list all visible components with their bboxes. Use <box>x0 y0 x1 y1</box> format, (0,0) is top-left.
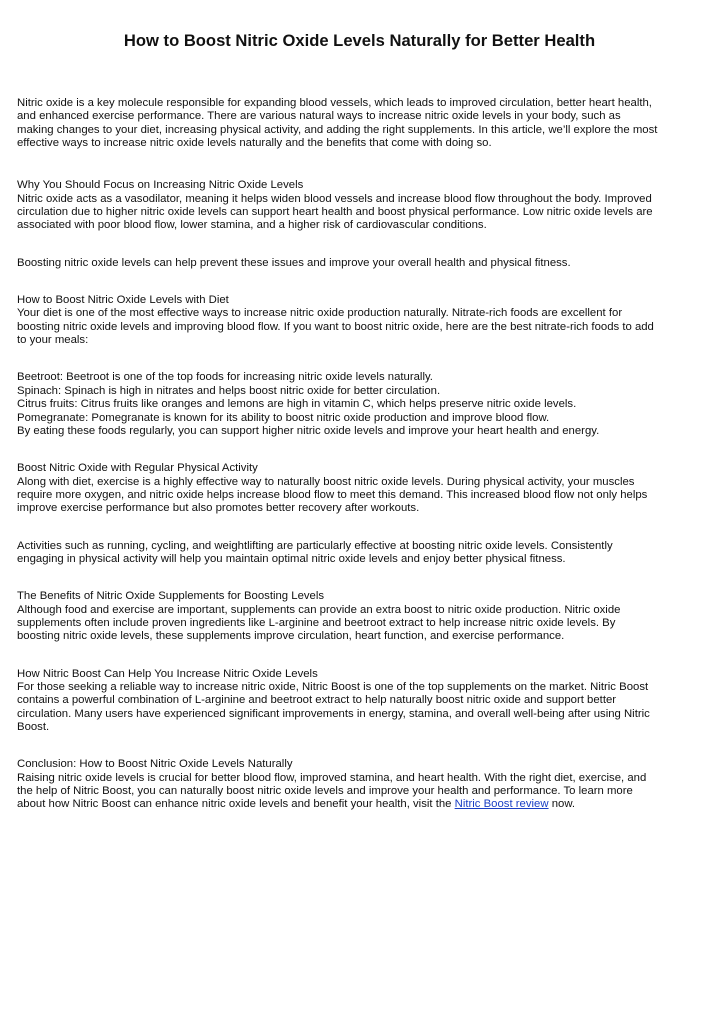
list-item: Pomegranate: Pomegranate is known for its ability to boost nitric oxide production and improve blood flow. <box>17 411 550 424</box>
list-item: By eating these foods regularly, you can support higher nitric oxide levels and improve your heart health and energy. <box>17 424 600 437</box>
text-line: to your meals: <box>17 334 89 347</box>
text-line: associated with poor blood flow, lower stamina, and a higher risk of cardiovascular conditions. <box>17 219 487 232</box>
list-item: Spinach: Spinach is high in nitrates and helps boost nitric oxide for better circulation. <box>17 384 441 397</box>
article-body <box>17 97 717 812</box>
nitric-boost-section <box>17 668 717 735</box>
intro-paragraph <box>17 97 717 150</box>
text-line: the help of Nitric Boost, you can naturally boost nitric oxide levels and improve your health and performance. To learn more <box>17 785 633 798</box>
text-line: Nitric oxide is a key molecule responsible for expanding blood vessels, which leads to improved circulation, better heart health, <box>17 97 652 109</box>
section-heading: How to Boost Nitric Oxide Levels with Diet <box>17 294 229 307</box>
nitric-boost-review-link[interactable]: Nitric Boost review <box>454 798 549 811</box>
list-item: Beetroot: Beetroot is one of the top foods for increasing nitric oxide levels naturally. <box>17 371 433 384</box>
text-line: effective ways to increase nitric oxide levels naturally and the benefits that come with doing so. <box>17 137 492 150</box>
page-title: How to Boost Nitric Oxide Levels Naturally for Better Health <box>123 31 596 50</box>
text-line: Nitric oxide acts as a vasodilator, meaning it helps widen blood vessels and increase blood flow throughout the body. Improved <box>17 192 652 205</box>
text-line: Activities such as running, cycling, and weightlifting are particularly effective at boosting nitric oxide levels. Consistently <box>17 539 613 552</box>
text-line: require more oxygen, and nitric oxide helps increase blood flow to meet this demand. This increased blood flow not only helps <box>17 488 648 501</box>
text-line: improve exercise performance but also promotes better recovery after workouts. <box>17 502 420 515</box>
text-line: boosting nitric oxide levels and improving blood flow. If you want to boost nitric oxide, here are the best nitrate-rich foods to add <box>17 320 654 333</box>
text-line: Along with diet, exercise is a highly effective way to naturally boost nitric oxide levels. During physical activity, your muscles <box>17 475 635 488</box>
text-line: contains a powerful combination of L-arginine and beetroot extract to help naturally boost nitric oxide and support better <box>17 694 617 707</box>
text-line: For those seeking a reliable way to increase nitric oxide, Nitric Boost is one of the top supplements on the market. Nitric Boost <box>17 680 649 693</box>
text-line: and enhanced exercise performance. There are various natural ways to increase nitric oxide levels in your body, such as <box>17 110 621 123</box>
foods-list <box>17 371 717 438</box>
text-line: Boost. <box>17 721 50 733</box>
link-trail-text: now. <box>548 798 576 811</box>
text-line: Your diet is one of the most effective ways to increase nitric oxide production naturally. Nitrate-rich foods are excellent for <box>17 307 623 320</box>
text-line: Raising nitric oxide levels is crucial for better blood flow, improved stamina, and heart health. With the right diet, exercise, and <box>17 771 647 784</box>
text-line: circulation due to higher nitric oxide levels can support heart health and boost physical performance. Low nitric oxide levels are <box>17 206 653 219</box>
exercise-followup-paragraph <box>17 540 717 567</box>
link-lead-text: about how Nitric Boost can enhance nitric oxide levels and benefit your health, visit the <box>17 798 455 811</box>
supplements-section <box>17 590 717 643</box>
why-section <box>17 179 717 232</box>
text-line: boosting nitric oxide levels, these supplements improve circulation, heart function, and exercise performance. <box>17 630 565 643</box>
text-line: Boosting nitric oxide levels can help prevent these issues and improve your overall health and physical fitness. <box>17 256 571 269</box>
text-line: engaging in physical activity will help you maintain optimal nitric oxide levels and enjoy better physical fitness. <box>17 552 566 565</box>
section-heading: The Benefits of Nitric Oxide Supplements for Boosting Levels <box>17 590 325 603</box>
exercise-section <box>17 462 717 515</box>
section-heading: How Nitric Boost Can Help You Increase Nitric Oxide Levels <box>17 667 318 680</box>
text-line: Although food and exercise are important, supplements can provide an extra boost to nitric oxide production. Nitric oxide <box>17 603 621 616</box>
list-item: Citrus fruits: Citrus fruits like oranges and lemons are high in vitamin C, which helps preserve nitric oxide levels. <box>17 398 577 411</box>
diet-section <box>17 294 717 347</box>
conclusion-section <box>17 758 717 811</box>
why-followup-paragraph <box>17 257 717 270</box>
section-heading: Boost Nitric Oxide with Regular Physical Activity <box>17 462 258 475</box>
section-heading: Why You Should Focus on Increasing Nitric Oxide Levels <box>17 179 304 192</box>
text-line: supplements often include proven ingredients like L-arginine and beetroot extract to help increase nitric oxide levels. By <box>17 616 616 629</box>
text-line: circulation. Many users have experienced significant improvements in energy, stamina, and overall well-being after using Nitric <box>17 707 650 720</box>
text-line: making changes to your diet, increasing physical activity, and adding the right supplements. In this article, we’ll explore the most <box>17 123 658 136</box>
section-heading: Conclusion: How to Boost Nitric Oxide Levels Naturally <box>17 758 293 771</box>
text-line-with-link <box>17 798 717 811</box>
